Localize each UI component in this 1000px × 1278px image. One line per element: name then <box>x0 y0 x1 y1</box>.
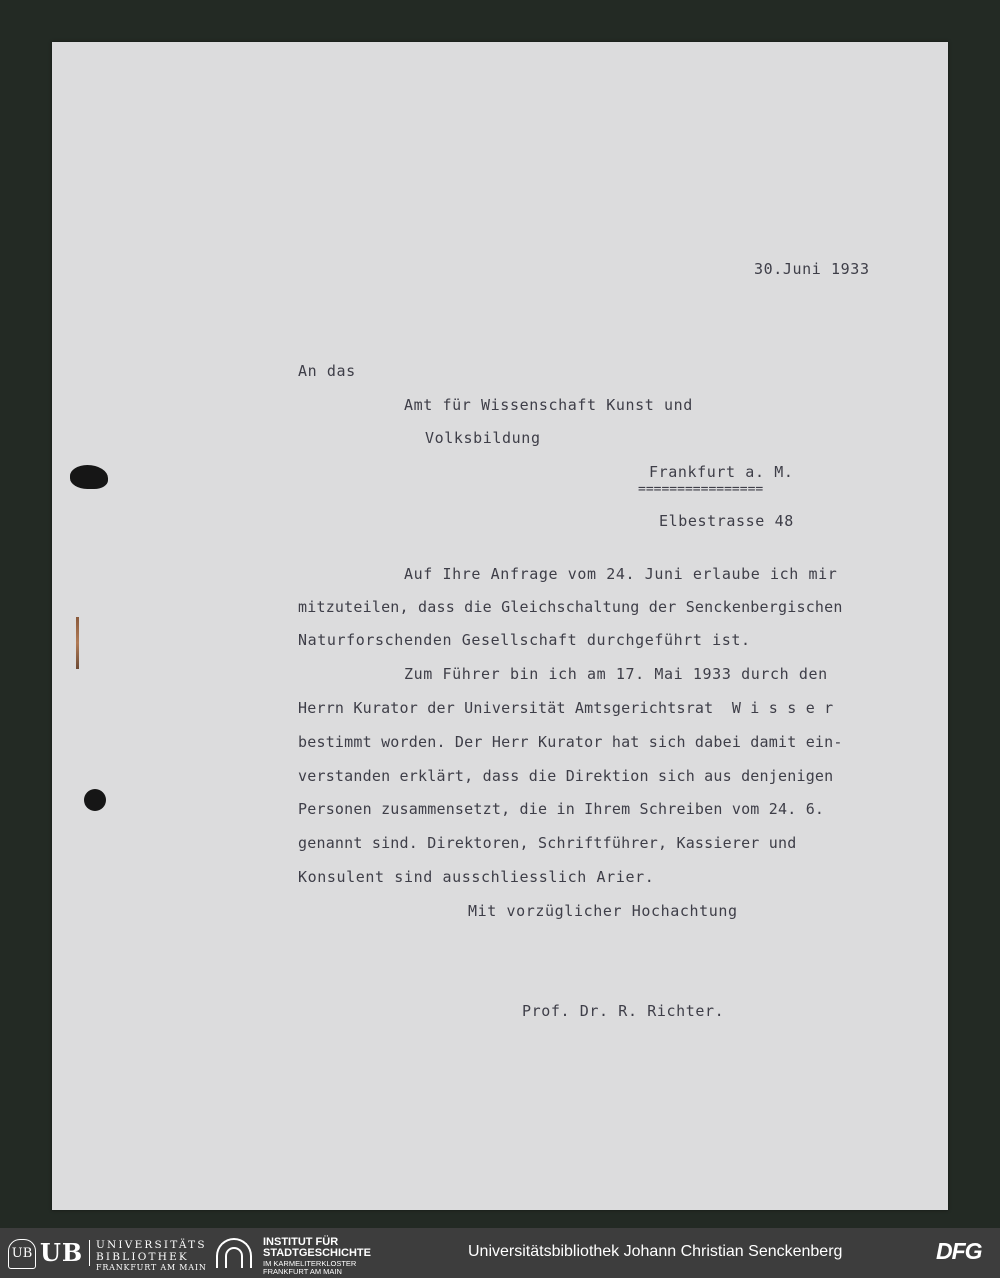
letter-closing: Mit vorzüglicher Hochachtung <box>468 902 738 920</box>
recipient-org-line2: Volksbildung <box>425 429 541 447</box>
body-line-2: mitzuteilen, dass die Gleichschaltung der Senckenbergischen <box>298 598 843 616</box>
punch-hole-upper <box>70 465 108 489</box>
recipient-street: Elbestrasse 48 <box>659 512 794 530</box>
isg-arch-inner-icon <box>225 1247 243 1268</box>
body-line-5: Herrn Kurator der Universität Amtsgerichtsrat W i s s e r <box>298 699 834 717</box>
recipient-org-line1: Amt für Wissenschaft Kunst und <box>404 396 693 414</box>
letter-date: 30.Juni 1933 <box>754 260 870 278</box>
ub-logo-line1: UNIVERSITÄTS <box>96 1239 207 1251</box>
body-line-8: Personen zusammensetzt, die in Ihrem Schreiben vom 24. 6. <box>298 800 825 818</box>
isg-logo-line2: STADTGESCHICHTE <box>263 1247 371 1259</box>
body-line-9: genannt sind. Direktoren, Schriftführer, Kassierer und <box>298 834 797 852</box>
body-line-1: Auf Ihre Anfrage vom 24. Juni erlaube ich mir <box>404 565 838 583</box>
isg-logo-line1: INSTITUT FÜR <box>263 1236 339 1248</box>
recipient-city: Frankfurt a. M. <box>649 463 794 481</box>
ub-logo-divider <box>89 1240 90 1266</box>
recipient-salutation: An das <box>298 362 356 380</box>
letter-page <box>52 42 948 1210</box>
isg-logo-line3: IM KARMELITERKLOSTER <box>263 1259 357 1268</box>
isg-logo-line4: FRANKFURT AM MAIN <box>263 1267 342 1276</box>
punch-hole-lower <box>84 789 106 811</box>
ub-logo-abbr: UB <box>40 1238 84 1267</box>
body-line-10: Konsulent sind ausschliesslich Arier. <box>298 868 655 886</box>
rust-mark <box>76 617 79 669</box>
footer-library-title: Universitätsbibliothek Johann Christian Senckenberg <box>468 1243 843 1260</box>
body-line-3: Naturforschenden Gesellschaft durchgeführt ist. <box>298 631 751 649</box>
letter-signature: Prof. Dr. R. Richter. <box>522 1002 725 1020</box>
body-line-4: Zum Führer bin ich am 17. Mai 1933 durch den <box>404 665 828 683</box>
body-line-7: verstanden erklärt, dass die Direktion sich aus denjenigen <box>298 767 834 785</box>
footer-bar <box>0 1228 1000 1278</box>
body-line-6: bestimmt worden. Der Herr Kurator hat sich dabei damit ein- <box>298 733 843 751</box>
ub-logo-line2: BIBLIOTHEK <box>96 1251 189 1263</box>
ub-emblem-icon: UB <box>8 1239 36 1269</box>
dfg-logo: DFG <box>936 1238 982 1264</box>
ub-logo-line3: FRANKFURT AM MAIN <box>96 1263 207 1272</box>
recipient-city-underline: ================ <box>638 482 764 497</box>
